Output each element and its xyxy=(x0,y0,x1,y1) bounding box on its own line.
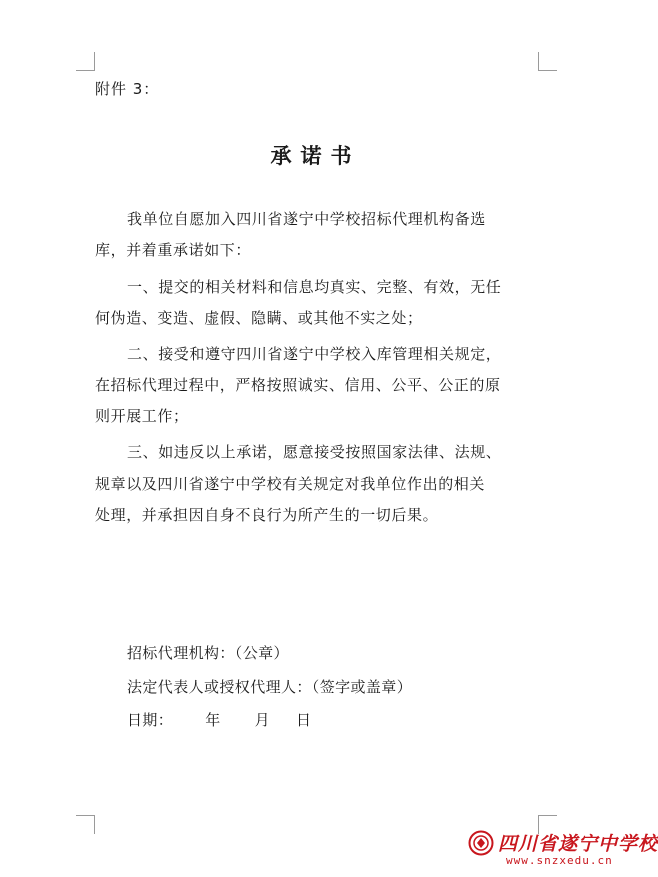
paragraph-line: 处理，并承担因自身不良行为所产生的一切后果。 xyxy=(95,506,439,524)
signature-agency: 招标代理机构：（公章） xyxy=(127,644,289,662)
date-day: 日 xyxy=(296,711,312,729)
paragraph-line: 我单位自愿加入四川省遂宁中学校招标代理机构备选 xyxy=(127,210,486,228)
school-emblem-icon xyxy=(468,830,494,856)
date-year: 年 xyxy=(205,711,221,729)
crop-mark-top-left xyxy=(76,52,95,71)
paragraph-line: 一、提交的相关材料和信息均真实、完整、有效，无任 xyxy=(127,278,502,296)
paragraph-line: 库，并着重承诺如下： xyxy=(95,241,252,259)
paragraph-line: 二、接受和遵守四川省遂宁中学校入库管理相关规定， xyxy=(127,345,502,363)
signature-date xyxy=(127,709,311,730)
paragraph-line: 何伪造、变造、虚假、隐瞒、或其他不实之处； xyxy=(95,309,423,327)
school-name: 四川省遂宁中学校 xyxy=(498,833,658,855)
signature-representative: 法定代表人或授权代理人：（签字或盖章） xyxy=(127,678,413,696)
date-month: 月 xyxy=(254,711,271,729)
crop-mark-bottom-left xyxy=(76,815,95,834)
paragraph-line: 三、如违反以上承诺，愿意接受按照国家法律、法规、 xyxy=(127,443,502,461)
crop-mark-top-right xyxy=(538,52,557,71)
paragraph-line: 在招标代理过程中，严格按照诚实、信用、公平、公正的原 xyxy=(95,376,501,394)
date-label: 日期： xyxy=(127,711,174,729)
paragraph-line: 规章以及四川省遂宁中学校有关规定对我单位作出的相关 xyxy=(95,475,486,493)
school-watermark xyxy=(468,827,658,873)
document-title: 承诺书 xyxy=(270,143,361,168)
paragraph-line: 则开展工作； xyxy=(95,407,189,425)
school-url: www.snzxedu.cn xyxy=(506,854,613,867)
attachment-label: 附件 3： xyxy=(95,80,160,98)
